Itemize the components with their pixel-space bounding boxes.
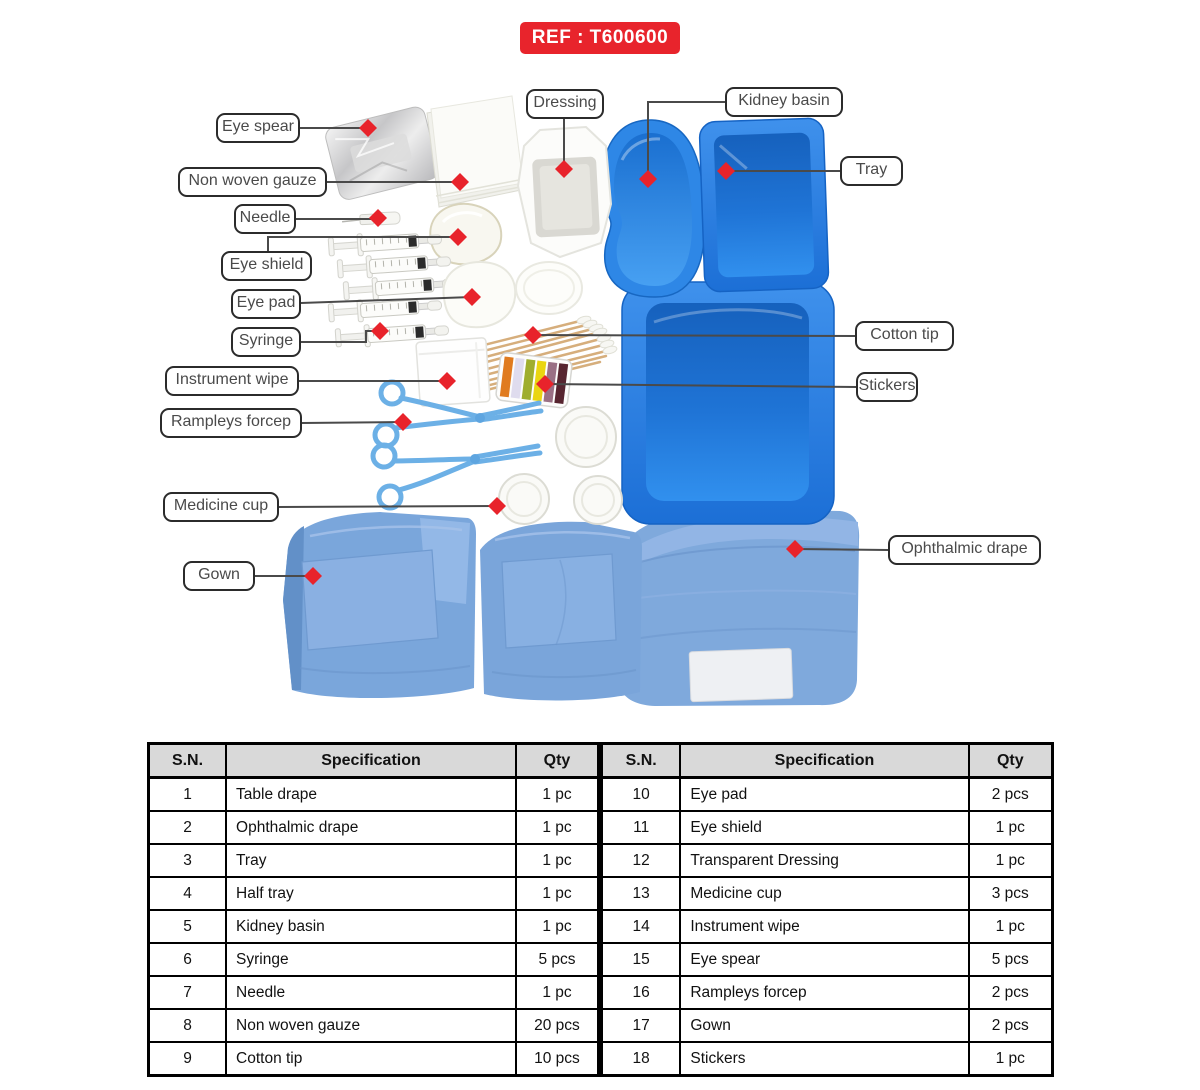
table-row [149,778,599,812]
callout-cotton-tip: Cotton tip [855,321,954,351]
callout-syringe: Syringe [231,327,301,357]
kidney-basin-graphic [602,120,705,297]
callout-rampleys-forcep: Rampleys forcep [160,408,302,438]
row-sn: 16 [602,976,681,1009]
row-sn: 12 [602,844,681,877]
row-spec: Syringe [226,943,516,976]
callout-needle: Needle [234,204,296,234]
eye-pad-graphic [443,262,582,327]
row-spec: Rampleys forcep [680,976,968,1009]
table-row [602,1009,1053,1042]
ref-badge: REF : T600600 [520,22,680,54]
eye-spear-pack-graphic [324,105,441,201]
row-qty: 1 pc [516,910,599,943]
gauze-graphic [427,96,523,207]
row-qty: 2 pcs [969,1009,1053,1042]
row-spec: Ophthalmic drape [226,811,516,844]
row-spec: Gown [680,1009,968,1042]
table-row [149,844,599,877]
callout-medicine-cup: Medicine cup [163,492,279,522]
table-row [149,1042,599,1076]
table-row [602,844,1053,877]
row-qty: 1 pc [969,910,1053,943]
row-sn: 6 [149,943,227,976]
ophthalmic-drape-graphic [618,509,859,706]
row-sn: 18 [602,1042,681,1076]
row-sn: 5 [149,910,227,943]
header-spec: Specification [226,744,516,778]
table-row [149,877,599,910]
row-qty: 2 pcs [969,778,1053,812]
row-spec: Cotton tip [226,1042,516,1076]
eye-shield-graphic [430,204,501,264]
table-header-row [149,744,599,778]
callout-stickers: Stickers [856,372,918,402]
table-row [602,943,1053,976]
row-qty: 2 pcs [969,976,1053,1009]
row-sn: 2 [149,811,227,844]
table-row [149,910,599,943]
table-row [149,976,599,1009]
table-row [602,1042,1053,1076]
row-qty: 5 pcs [969,943,1053,976]
row-sn: 14 [602,910,681,943]
row-qty: 1 pc [516,976,599,1009]
row-sn: 3 [149,844,227,877]
row-spec: Stickers [680,1042,968,1076]
row-spec: Instrument wipe [680,910,968,943]
gown-graphic-2 [480,522,642,701]
row-qty: 3 pcs [969,877,1053,910]
gown-graphic-1 [283,512,476,698]
row-qty: 1 pc [516,844,599,877]
row-qty: 10 pcs [516,1042,599,1076]
half-tray-graphic [622,282,834,524]
row-qty: 1 pc [969,1042,1053,1076]
row-spec: Eye spear [680,943,968,976]
table-row [602,910,1053,943]
row-sn: 9 [149,1042,227,1076]
row-sn: 8 [149,1009,227,1042]
spec-table-left [147,742,600,1077]
row-spec: Eye shield [680,811,968,844]
row-spec: Table drape [226,778,516,812]
row-qty: 1 pc [969,844,1053,877]
callout-eye-spear: Eye spear [216,113,300,143]
callout-dressing: Dressing [526,89,604,119]
row-sn: 15 [602,943,681,976]
header-qty: Qty [516,744,599,778]
row-sn: 13 [602,877,681,910]
row-spec: Eye pad [680,778,968,812]
header-spec: Specification [680,744,968,778]
table-header-row [602,744,1053,778]
row-sn: 7 [149,976,227,1009]
row-qty: 20 pcs [516,1009,599,1042]
row-spec: Non woven gauze [226,1009,516,1042]
header-qty: Qty [969,744,1053,778]
callout-instrument-wipe: Instrument wipe [165,366,299,396]
table-row [602,811,1053,844]
table-row [602,877,1053,910]
row-qty: 1 pc [516,877,599,910]
row-spec: Half tray [226,877,516,910]
tray-graphic [699,118,829,292]
row-sn: 1 [149,778,227,812]
row-spec: Transparent Dressing [680,844,968,877]
spec-table-right [600,742,1054,1077]
table-row [149,943,599,976]
callout-ophthalmic-drape: Ophthalmic drape [888,535,1041,565]
table-row [149,811,599,844]
row-sn: 4 [149,877,227,910]
table-row [149,1009,599,1042]
row-spec: Needle [226,976,516,1009]
header-sn: S.N. [602,744,681,778]
stickers-graphic [495,352,572,408]
instrument-wipe-graphic [416,338,490,407]
header-sn: S.N. [149,744,227,778]
row-sn: 11 [602,811,681,844]
specification-table [147,742,1054,1077]
callout-gown: Gown [183,561,255,591]
callout-tray: Tray [840,156,903,186]
callout-kidney-basin: Kidney basin [725,87,843,117]
row-spec: Kidney basin [226,910,516,943]
row-spec: Tray [226,844,516,877]
callout-eye-shield: Eye shield [221,251,312,281]
row-qty: 5 pcs [516,943,599,976]
row-qty: 1 pc [516,778,599,812]
table-row [602,976,1053,1009]
row-sn: 17 [602,1009,681,1042]
row-qty: 1 pc [516,811,599,844]
callout-non-woven-gauze: Non woven gauze [178,167,327,197]
row-qty: 1 pc [969,811,1053,844]
medicine-cup-graphic [499,407,622,524]
table-row [602,778,1053,812]
callout-eye-pad: Eye pad [231,289,301,319]
row-spec: Medicine cup [680,877,968,910]
row-sn: 10 [602,778,681,812]
